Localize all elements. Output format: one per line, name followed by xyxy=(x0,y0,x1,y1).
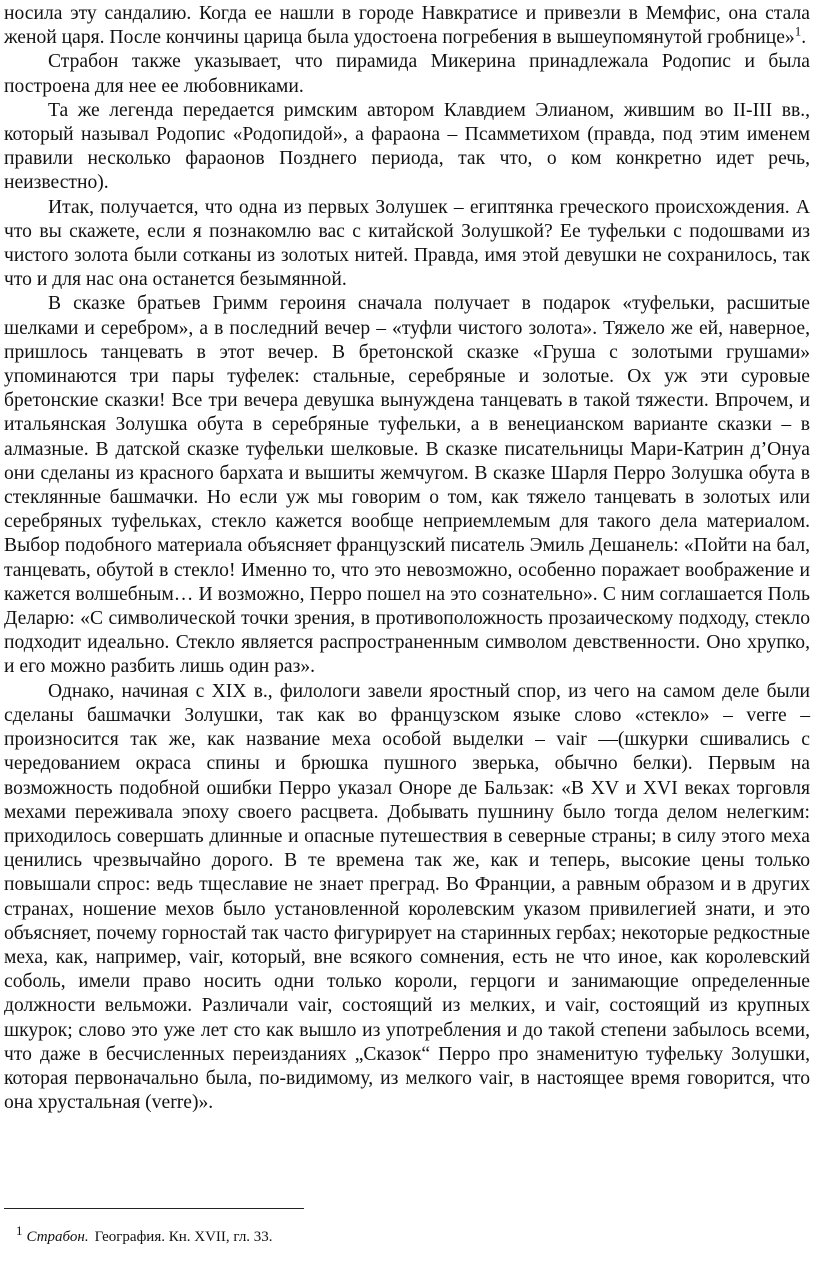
paragraph-chinese-cinderella: Итак, получается, что одна из первых Золушек – египтянка греческого происхождения. А что вы скажете, если я познакомлю вас с китайской Золушкой? Ее туфельки с подошвами из чистого золота были сотканы из золотых нитей. Правда, имя этой девушки не сохранилось, так что и для нас она останется безымянной. xyxy=(4,196,810,291)
footnote-separator xyxy=(4,1208,304,1209)
footnote-author: Страбон. xyxy=(26,1229,89,1245)
footnote-reference: 1 xyxy=(794,23,802,39)
paragraph-slipper-materials: В сказке братьев Гримм героиня сначала получает в подарок «туфельки, расшитые шелками и серебром», а в последний вечер – «туфли чистого золота». Тяжело же ей, наверное, пришлось танцевать в этот вечер. В бретонской сказке «Груша с золотыми грушами» упоминаются три пары туфелек: стальные, серебряные и золотые. Ох уж эти суровые бретонские сказки! Все три вечера девушка вынуждена танцевать в такой тяжести. Впрочем, и итальянская Золушка обута в серебряные туфельки, а в венецианском варианте сказки – в алмазные. В датской сказке туфельки шелковые. В сказке писательницы Мари-Катрин д’Онуа они сделаны из красного бархата и вышиты жемчугом. В сказке Шарля Перро Золушка обута в стеклянные башмачки. Но если уж мы говорим о том, как тяжело танцевать в золотых или серебряных туфельках, стекло кажется вообще неприемлемым для такого дела материалом. Выбор подобного материала объясняет французский писатель Эмиль Дешанель: «Пойти на бал, танцевать, обутой в стекло! Именно то, что это невозможно, особенно поражает воображение и кажется волшебным… И возможно, Перро пошел на это сознательно». С ним соглашается Поль Деларю: «С символической точки зрения, в противоположность прозаическому подходу, стекло подходит идеально. Стекло является распространенным символом девственности. Оно хрупко, и его можно разбить лишь один раз». xyxy=(4,293,810,678)
paragraph-strabo: Страбон также указывает, что пирамида Микерина принадлежала Родопис и была построена для нее ее любовниками. xyxy=(4,51,810,97)
paragraph-end: . xyxy=(801,27,807,49)
main-text xyxy=(4,2,810,1115)
paragraph-continuation xyxy=(4,2,810,50)
paragraph-text: носила эту сандалию. Когда ее нашли в городе Навкратисе и привезли в Мемфис, она стала женой царя. После кончины царица была удостоена погребения в вышеупомянутой гробнице» xyxy=(4,3,810,49)
paragraph-verre-vair: Однако, начиная с XIX в., филологи завели яростный спор, из чего на самом деле были сделаны башмачки Золушки, так как во французском языке слово «стекло» – verre – произносится так же, как название меха особой выделки – vair —(шкурки сшивались с чередованием окраса спины и брюшка пушного зверька, обычно белки). Первым на возможность подобной ошибки Перро указал Оноре де Бальзак: «В XV и XVI веках торговля мехами переживала эпоху своего расцвета. Добывать пушнину было тогда делом нелегким: приходилось совершать длинные и опасные путешествия в северные страны; в силу этого меха ценились чрезвычайно дорого. В те времена так же, как и теперь, высокие цены только повышали спрос: ведь тщеславие не знает преград. Во Франции, а равным образом и в других странах, ношение мехов было установленной королевским указом привилегией знати, и это объясняет, почему горностай так часто фигурирует на старинных гербах; некоторые редкостные меха, как, например, vair, который, вне всякого сомнения, есть не что иное, как королевский соболь, имели право носить одни только короли, герцоги и занимающие определенные должности вельможи. Различали vair, состоящий из мелких, и vair, состоящий из крупных шкурок; слово это уже лет сто как вышло из употребления и до такой степени забылось всеми, что даже в бесчисленных переизданиях „Сказок“ Перро про знаменитую туфельку Золушки, которая первоначально была, по-видимому, из мелкого vair, в настоящее время говорится, что она хрустальная (verre)». xyxy=(4,680,810,1114)
footnote-text: География. Кн. XVII, гл. 33. xyxy=(94,1229,273,1245)
footnote xyxy=(16,1223,796,1247)
paragraph-aelian: Та же легенда передается римским автором Клавдием Элианом, жившим во II-III вв., который называл Родопис «Родопидой», а фараона – Псамметихом (правда, под этим именем правили несколько фараонов Позднего периода, так что, о ком конкретно идет речь, неизвестно). xyxy=(4,99,810,194)
footnote-number: 1 xyxy=(16,1223,23,1238)
